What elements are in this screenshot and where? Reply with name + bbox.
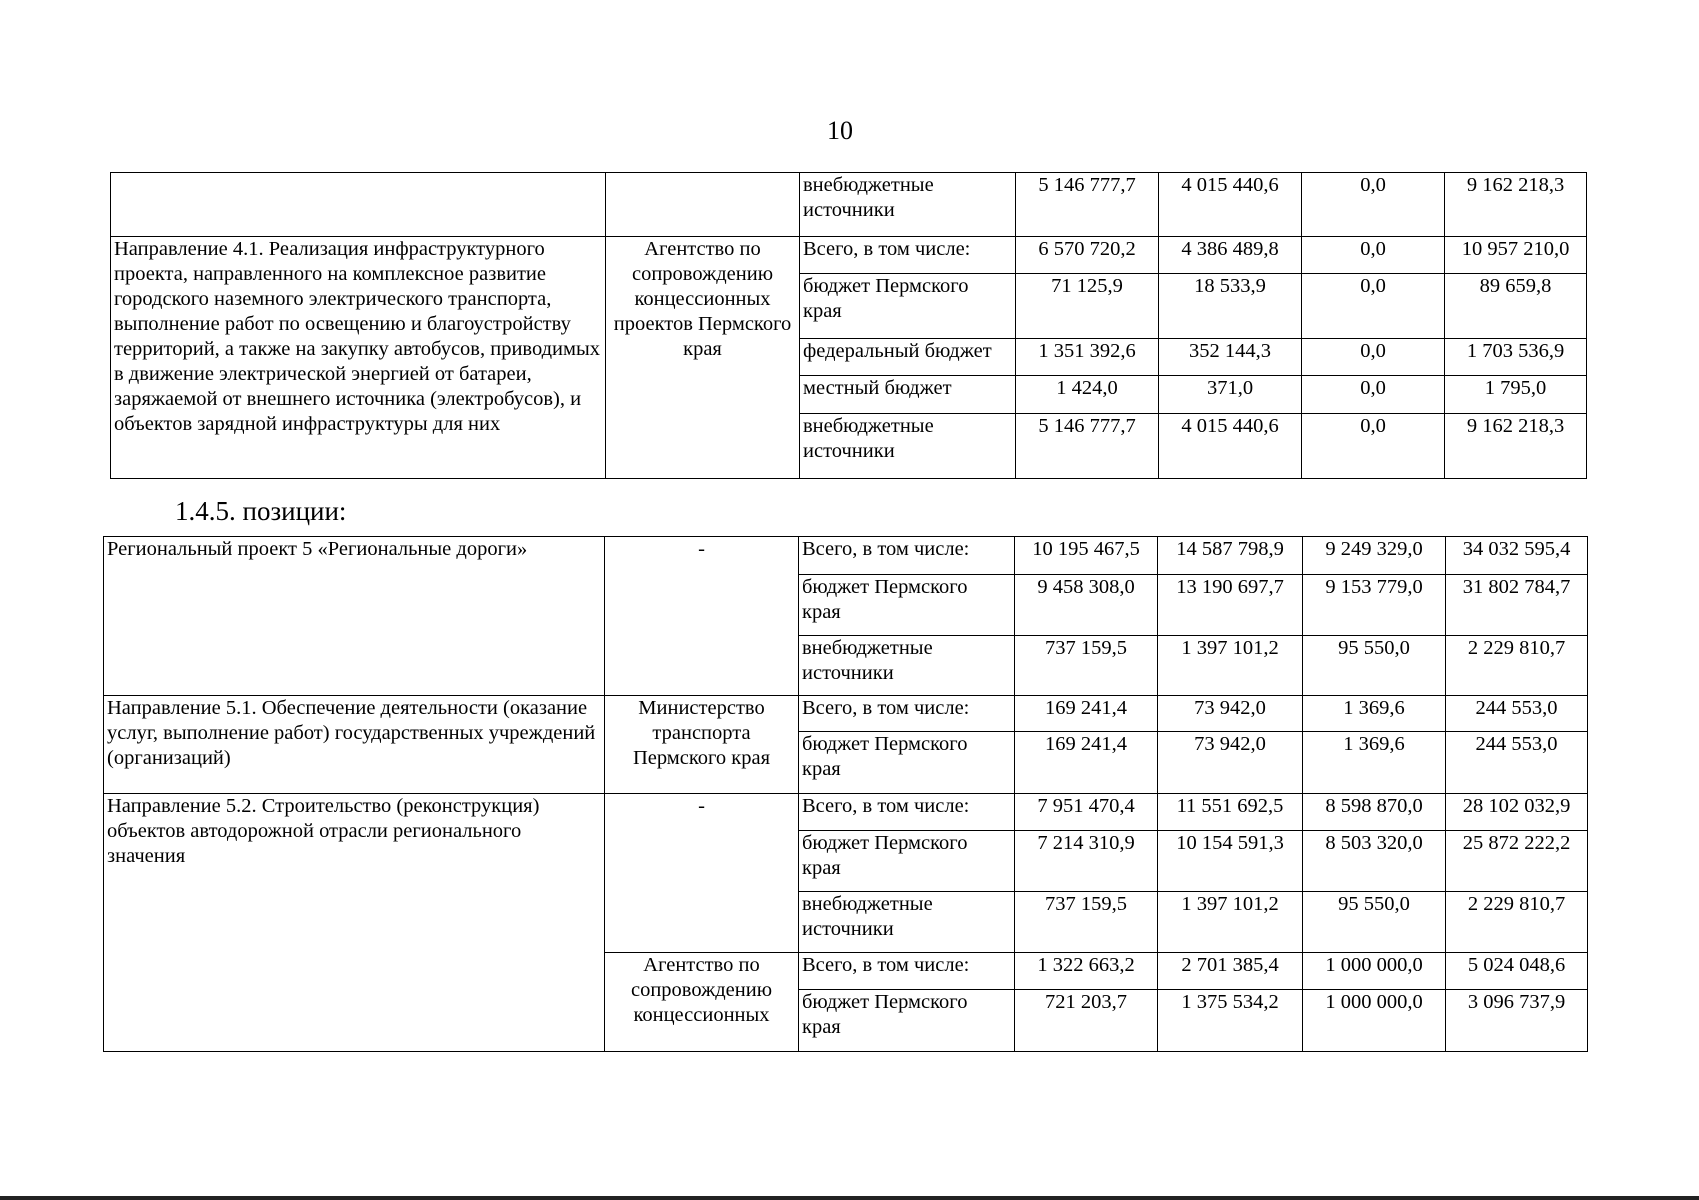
value-cell: 4 386 489,8 <box>1159 237 1302 274</box>
value-cell: 371,0 <box>1159 376 1302 414</box>
source-cell: внебюджетные источники <box>799 892 1015 953</box>
value-cell: 0,0 <box>1302 274 1445 339</box>
source-cell: федеральный бюджет <box>800 339 1016 376</box>
value-cell: 1 000 000,0 <box>1303 990 1446 1052</box>
funding-table-positions <box>103 536 1588 1052</box>
value-cell: 169 241,4 <box>1015 732 1158 794</box>
source-cell: бюджет Пермского края <box>799 831 1015 892</box>
value-cell: 9 153 779,0 <box>1303 575 1446 636</box>
responsible-cell: Агентство по сопровождению концессионных проектов Пермского края <box>606 237 800 479</box>
value-cell: 2 701 385,4 <box>1158 953 1303 990</box>
source-cell: местный бюджет <box>800 376 1016 414</box>
value-cell: 71 125,9 <box>1016 274 1159 339</box>
scan-border <box>0 1196 1699 1200</box>
description-cell <box>111 173 606 237</box>
value-cell: 34 032 595,4 <box>1446 537 1588 575</box>
value-cell: 1 369,6 <box>1303 732 1446 794</box>
section-heading: 1.4.5. позиции: <box>175 496 347 526</box>
responsible-cell <box>606 173 800 237</box>
value-cell: 13 190 697,7 <box>1158 575 1303 636</box>
value-cell: 4 015 440,6 <box>1159 414 1302 479</box>
value-cell: 31 802 784,7 <box>1446 575 1588 636</box>
value-cell: 721 203,7 <box>1015 990 1158 1052</box>
funding-table-continuation <box>110 172 1587 479</box>
source-cell: Всего, в том числе: <box>800 237 1016 274</box>
value-cell: 14 587 798,9 <box>1158 537 1303 575</box>
source-cell: Всего, в том числе: <box>799 537 1015 575</box>
source-cell: бюджет Пермского края <box>799 990 1015 1052</box>
value-cell: 89 659,8 <box>1445 274 1587 339</box>
table-row <box>111 237 1587 274</box>
value-cell: 1 397 101,2 <box>1158 892 1303 953</box>
value-cell: 0,0 <box>1302 237 1445 274</box>
source-cell: Всего, в том числе: <box>799 696 1015 732</box>
value-cell: 9 162 218,3 <box>1445 414 1587 479</box>
value-cell: 0,0 <box>1302 173 1445 237</box>
value-cell: 73 942,0 <box>1158 732 1303 794</box>
value-cell: 0,0 <box>1302 414 1445 479</box>
value-cell: 9 458 308,0 <box>1015 575 1158 636</box>
value-cell: 0,0 <box>1302 376 1445 414</box>
value-cell: 5 024 048,6 <box>1446 953 1588 990</box>
value-cell: 352 144,3 <box>1159 339 1302 376</box>
responsible-cell: - <box>605 794 799 953</box>
value-cell: 1 369,6 <box>1303 696 1446 732</box>
value-cell: 1 795,0 <box>1445 376 1587 414</box>
description-cell: Региональный проект 5 «Региональные дороги» <box>104 537 605 696</box>
description-cell: Направление 5.1. Обеспечение деятельности (оказание услуг, выполнение работ) государственных учреждений (организаций) <box>104 696 605 794</box>
page-number: 10 <box>827 116 853 145</box>
source-cell: бюджет Пермского края <box>799 575 1015 636</box>
value-cell: 25 872 222,2 <box>1446 831 1588 892</box>
source-cell: внебюджетные источники <box>800 173 1016 237</box>
value-cell: 4 015 440,6 <box>1159 173 1302 237</box>
value-cell: 7 214 310,9 <box>1015 831 1158 892</box>
value-cell: 2 229 810,7 <box>1446 892 1588 953</box>
description-cell: Направление 5.2. Строительство (реконструкция) объектов автодорожной отрасли регионального значения <box>104 794 605 1052</box>
responsible-cell: Агентство по сопровождению концессионных <box>605 953 799 1052</box>
value-cell: 0,0 <box>1302 339 1445 376</box>
value-cell: 5 146 777,7 <box>1016 414 1159 479</box>
value-cell: 1 397 101,2 <box>1158 636 1303 696</box>
responsible-cell: - <box>605 537 799 696</box>
value-cell: 169 241,4 <box>1015 696 1158 732</box>
table-row <box>111 173 1587 237</box>
value-cell: 10 195 467,5 <box>1015 537 1158 575</box>
value-cell: 1 322 663,2 <box>1015 953 1158 990</box>
value-cell: 95 550,0 <box>1303 636 1446 696</box>
source-cell: бюджет Пермского края <box>800 274 1016 339</box>
value-cell: 244 553,0 <box>1446 696 1588 732</box>
value-cell: 18 533,9 <box>1159 274 1302 339</box>
value-cell: 737 159,5 <box>1015 636 1158 696</box>
value-cell: 9 162 218,3 <box>1445 173 1587 237</box>
value-cell: 6 570 720,2 <box>1016 237 1159 274</box>
value-cell: 1 703 536,9 <box>1445 339 1587 376</box>
value-cell: 9 249 329,0 <box>1303 537 1446 575</box>
value-cell: 5 146 777,7 <box>1016 173 1159 237</box>
description-cell: Направление 4.1. Реализация инфраструктурного проекта, направленного на комплексное развитие городского наземного электрического транспорта, выполнение работ по освещению и благоустройству территорий, а также на закупку автобусов, приводимых в движение электрической энергией от батареи, заряжаемой от внешнего источника (электробусов), и объектов зарядной инфраструктуры для них <box>111 237 606 479</box>
source-cell: Всего, в том числе: <box>799 794 1015 831</box>
value-cell: 8 598 870,0 <box>1303 794 1446 831</box>
table-row <box>104 537 1588 575</box>
value-cell: 73 942,0 <box>1158 696 1303 732</box>
value-cell: 3 096 737,9 <box>1446 990 1588 1052</box>
source-cell: бюджет Пермского края <box>799 732 1015 794</box>
value-cell: 1 424,0 <box>1016 376 1159 414</box>
value-cell: 1 351 392,6 <box>1016 339 1159 376</box>
value-cell: 95 550,0 <box>1303 892 1446 953</box>
value-cell: 28 102 032,9 <box>1446 794 1588 831</box>
table-row <box>104 696 1588 732</box>
value-cell: 10 957 210,0 <box>1445 237 1587 274</box>
value-cell: 244 553,0 <box>1446 732 1588 794</box>
value-cell: 1 000 000,0 <box>1303 953 1446 990</box>
source-cell: внебюджетные источники <box>800 414 1016 479</box>
value-cell: 11 551 692,5 <box>1158 794 1303 831</box>
source-cell: внебюджетные источники <box>799 636 1015 696</box>
value-cell: 1 375 534,2 <box>1158 990 1303 1052</box>
table-row <box>104 794 1588 831</box>
value-cell: 737 159,5 <box>1015 892 1158 953</box>
value-cell: 10 154 591,3 <box>1158 831 1303 892</box>
value-cell: 7 951 470,4 <box>1015 794 1158 831</box>
responsible-cell: Министерство транспорта Пермского края <box>605 696 799 794</box>
source-cell: Всего, в том числе: <box>799 953 1015 990</box>
value-cell: 8 503 320,0 <box>1303 831 1446 892</box>
value-cell: 2 229 810,7 <box>1446 636 1588 696</box>
